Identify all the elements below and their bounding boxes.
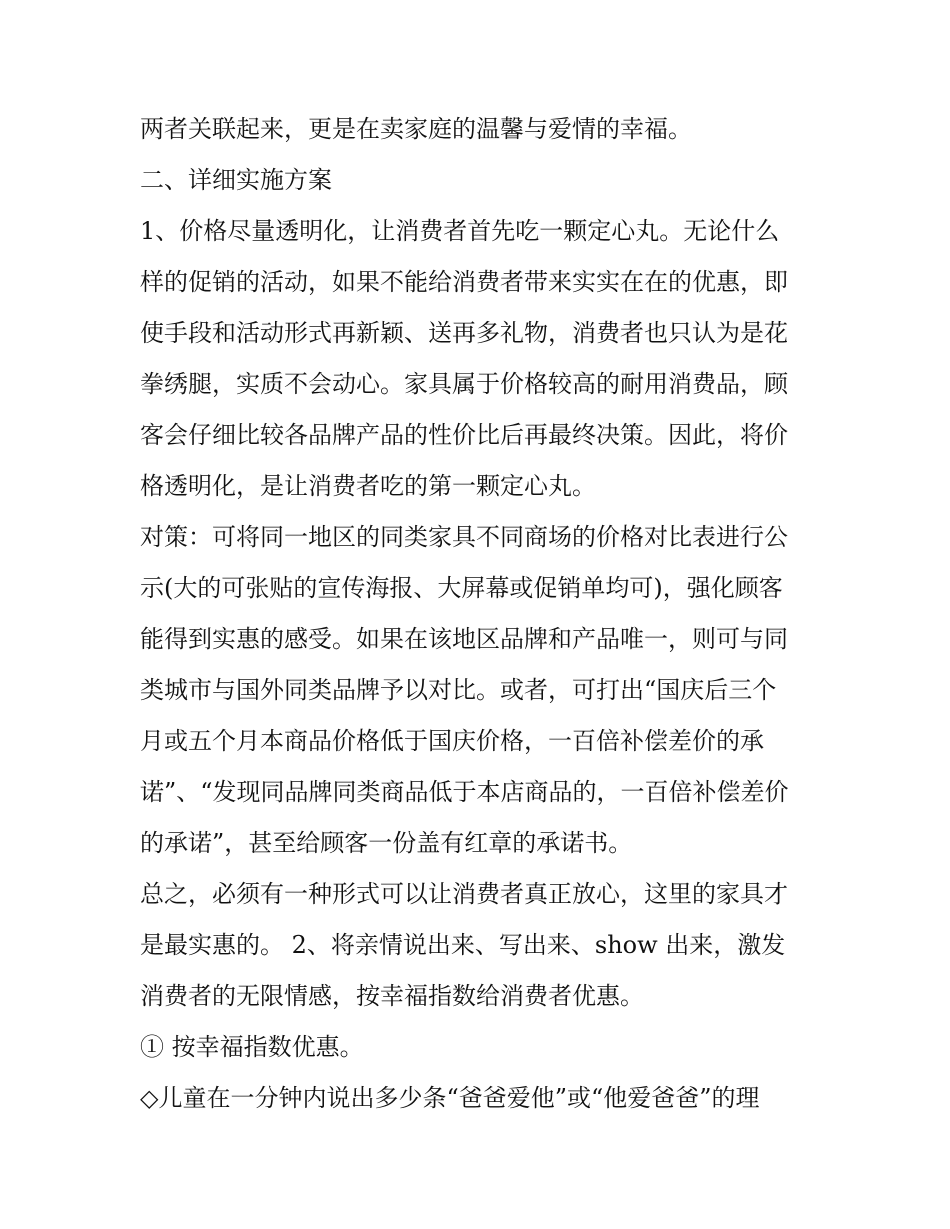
text-line-17: 是最实惠的。 2、将亲情说出来、写出来、show 出来，激发: [140, 931, 786, 959]
text-line-3: 1、价格尽量透明化，让消费者首先吃一颗定心丸。无论什么: [140, 217, 780, 245]
text-line-19: ① 按幸福指数优惠。: [140, 1033, 364, 1061]
text-line-4: 样的促销的活动，如果不能给消费者带来实实在在的优惠，即: [140, 268, 788, 296]
text-line-20: ◇儿童在一分钟内说出多少条“爸爸爱他”或“他爱爸爸”的理: [140, 1084, 760, 1112]
text-line-11: 能得到实惠的感受。如果在该地区品牌和产品唯一，则可与同: [140, 625, 788, 653]
text-line-5: 使手段和活动形式再新颖、送再多礼物，消费者也只认为是花: [140, 319, 788, 347]
text-line-10: 示(大的可张贴的宣传海报、大屏幕或促销单均可)，强化顾客: [140, 574, 783, 602]
text-line-1: 两者关联起来，更是在卖家庭的温馨与爱情的幸福。: [140, 115, 692, 143]
text-line-6: 拳绣腿，实质不会动心。家具属于价格较高的耐用消费品，顾: [140, 370, 788, 398]
text-line-7: 客会仔细比较各品牌产品的性价比后再最终决策。因此，将价: [140, 421, 788, 449]
text-line-14: 诺”、“发现同品牌同类商品低于本店商品的，一百倍补偿差价: [140, 778, 789, 806]
text-line-16: 总之，必须有一种形式可以让消费者真正放心，这里的家具才: [140, 880, 788, 908]
text-line-12: 类城市与国外同类品牌予以对比。或者，可打出“国庆后三个: [140, 676, 777, 704]
text-line-13: 月或五个月本商品价格低于国庆价格，一百倍补偿差价的承: [140, 727, 764, 755]
text-line-9: 对策：可将同一地区的同类家具不同商场的价格对比表进行公: [140, 523, 788, 551]
text-line-8: 格透明化，是让消费者吃的第一颗定心丸。: [140, 472, 596, 500]
text-line-18: 消费者的无限情感，按幸福指数给消费者优惠。: [140, 982, 644, 1010]
section-heading: 二、详细实施方案: [140, 166, 332, 194]
text-line-15: 的承诺”，甚至给顾客一份盖有红章的承诺书。: [140, 829, 633, 857]
document-body: [140, 104, 812, 1124]
